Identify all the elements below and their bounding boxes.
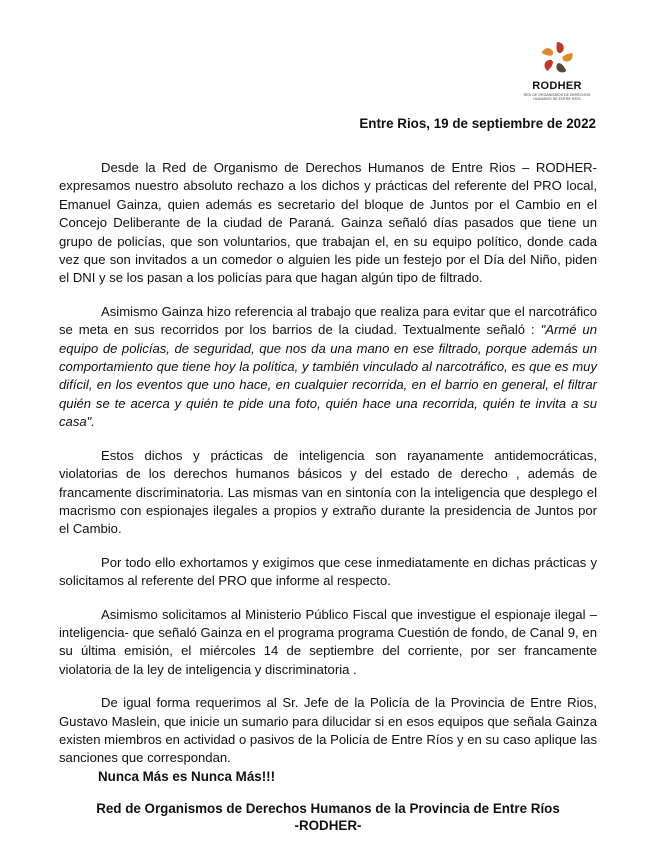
paragraph-3: Estos dichos y prácticas de inteligencia son rayanamente antidemocráticas, violatorias de los derechos humanos básicos y del estado de derecho , además de francamente discriminatoria. Las mismas van en sintonía con la inteligencia que desplego el macrismo con espionajes ilegales a propios y extraño durante la presidencia de Juntos por el Cambio. xyxy=(59,447,597,537)
logo-name: RODHER xyxy=(532,80,582,92)
logo-subtitle: RED DE ORGANISMOS DE DERECHOS HUMANOS DE ENTRE RÍOS xyxy=(523,93,591,102)
paragraph-2-intro: Asimismo Gainza hizo referencia al trabajo que realiza para evitar que el narcotráfico se meta en sus recorridos por los barrios de la ciudad. Textualmente señaló : xyxy=(59,303,597,338)
rodher-logo xyxy=(522,38,592,101)
signature-line-2: -RODHER- xyxy=(294,818,362,833)
paragraph-2 xyxy=(59,303,597,432)
signature-line-1: Red de Organismos de Derechos Humanos de la Provincia de Entre Ríos xyxy=(96,801,560,816)
rodher-logo-icon xyxy=(537,38,577,78)
paragraph-2-quote: "Armé un equipo de policías, de seguridad, que nos da una mano en ese filtrado, porque además un comportamiento que tiene hoy la política, y también vinculado al narcotráfico, es que es muy difícil, en los eventos que uno hace, en cualquier recorrida, en el barrio en general, el filtrar quién se te acerca y quién te pide una foto, quién hace una recorrida, quién te invita a su casa". xyxy=(59,322,597,430)
paragraph-6: De igual forma requerimos al Sr. Jefe de la Policía de la Provincia de Entre Rios, Gustavo Maslein, que inicie un sumario para dilucidar si en esos equipos que señala Gainza existen miembros en actividad o pasivos de la Policía de Entre Ríos y en su caso aplique las sanciones que correspondan. xyxy=(59,695,597,766)
letter-body xyxy=(59,159,597,783)
paragraph-4: Por todo ello exhortamos y exigimos que cese inmediatamente en dichas prácticas y solicitamos al referente del PRO que informe al respecto. xyxy=(59,554,597,589)
paragraph-1: Desde la Red de Organismo de Derechos Humanos de Entre Rios – RODHER- expresamos nuestro absoluto rechazo a los dichos y prácticas del referente del PRO local, Emanuel Gainza, quien además es secretario del bloque de Juntos por el Cambio en el Concejo Deliberante de la ciudad de Paraná. Gainza señaló días pasados que tiene un grupo de policías, que son voluntarios, que trabajan el, en su equipo político, donde cada vez que son invitados a un comedor o alguien les pide un festejo por el Día del Niño, piden el DNI y se los pasan a los policías para que hagan algún tipo de filtrado. xyxy=(59,160,597,286)
signature-block xyxy=(59,800,597,834)
letter-date: Entre Rios, 19 de septiembre de 2022 xyxy=(359,116,596,131)
closing-slogan: Nunca Más es Nunca Más!!! xyxy=(98,769,276,784)
paragraph-5: Asimismo solicitamos al Ministerio Público Fiscal que investigue el espionaje ilegal – inteligencia- que señaló Gainza en el programa programa Cuestión de fondo, de Canal 9, en su última emisión, el miércoles 14 de septiembre del corriente, por ser francamente violatoria de la ley de inteligencia y discriminatoria . xyxy=(59,606,597,677)
